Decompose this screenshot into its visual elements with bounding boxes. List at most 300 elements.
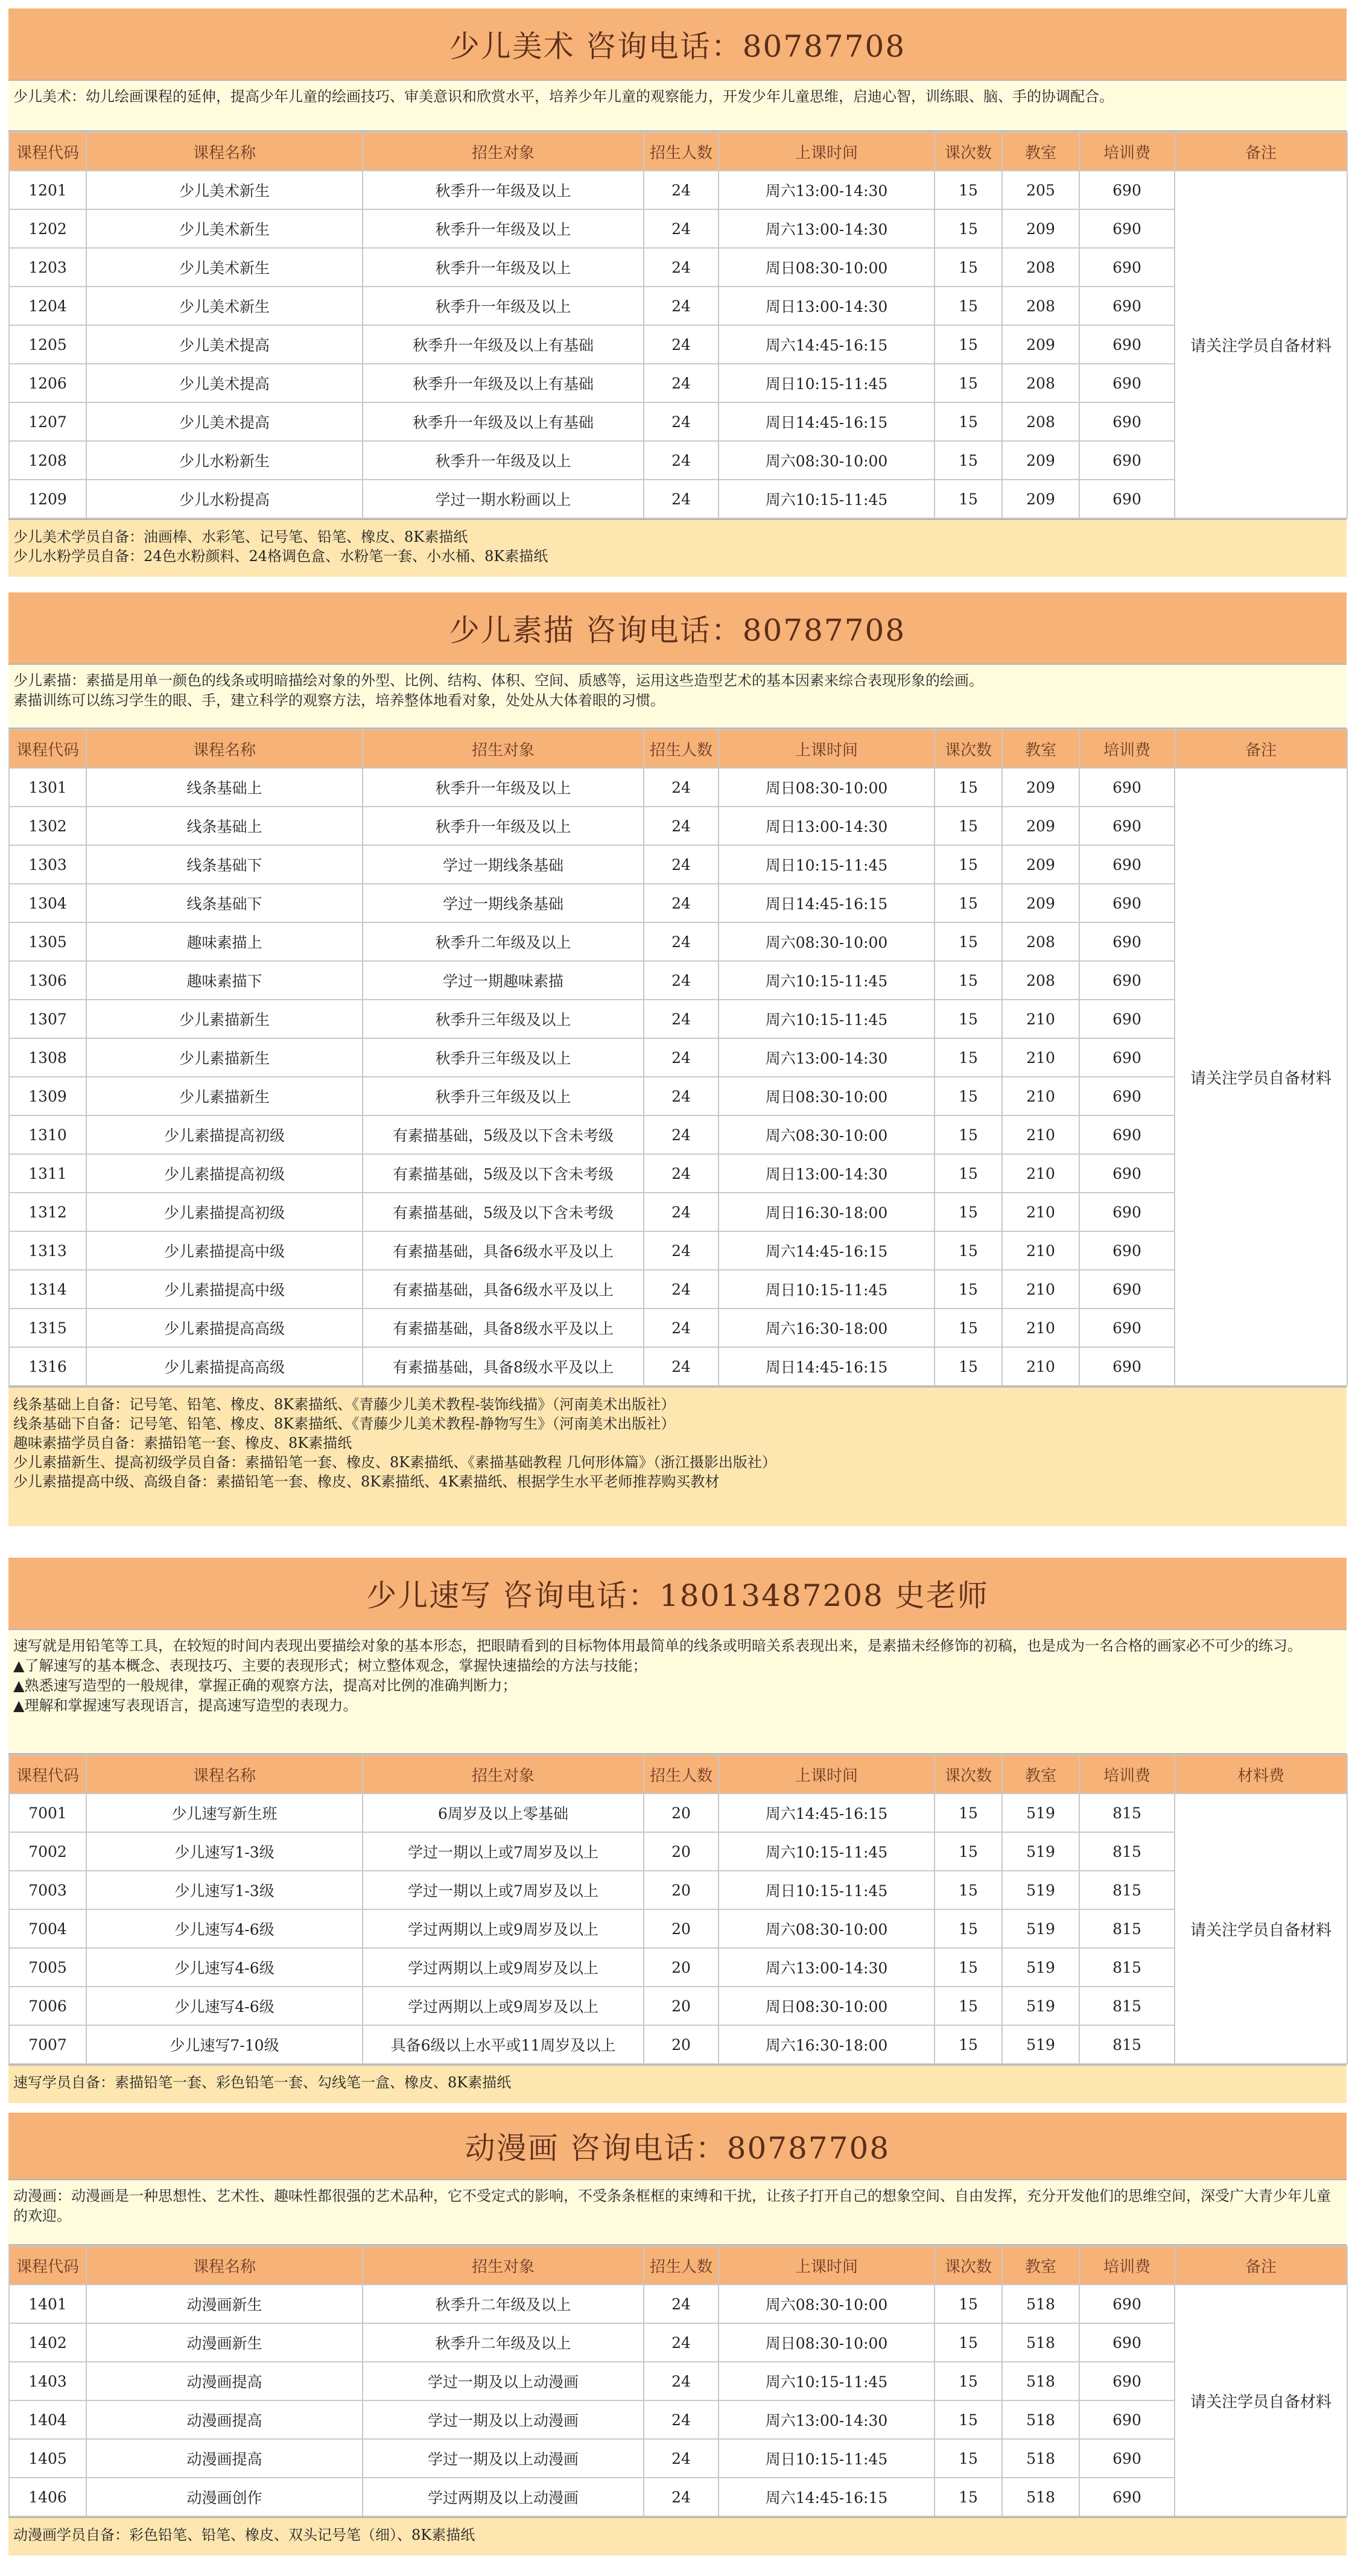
course-name-cell: 少儿素描提高初级 (86, 1154, 363, 1193)
classroom-cell: 209 (1002, 209, 1079, 248)
target-cell: 学过一期水粉画以上 (363, 480, 644, 518)
enrollment-cell: 24 (644, 1115, 719, 1154)
column-header: 课程代码 (9, 729, 86, 768)
course-name-cell: 少儿美术提高 (86, 364, 363, 402)
column-header: 培训费 (1079, 2246, 1175, 2285)
course-name-cell: 少儿素描提高高级 (86, 1309, 363, 1347)
enrollment-cell: 24 (644, 402, 719, 441)
column-header: 招生对象 (363, 729, 644, 768)
supplies-line: 少儿素描提高中级、高级自备：素描铅笔一套、橡皮、8K素描纸、4K素描纸、根据学生水平老师推荐购买教材 (13, 1473, 720, 1490)
target-cell: 秋季升一年级及以上有基础 (363, 364, 644, 402)
sessions-cell: 15 (935, 2478, 1002, 2516)
classroom-cell: 519 (1002, 1832, 1079, 1871)
sessions-cell: 15 (935, 2362, 1002, 2400)
fee-cell: 690 (1079, 325, 1175, 364)
supplies-line: 少儿美术学员自备：油画棒、水彩笔、记号笔、铅笔、橡皮、8K素描纸 (13, 528, 468, 545)
schedule-cell: 周六13:00-14:30 (719, 209, 935, 248)
classroom-cell: 518 (1002, 2362, 1079, 2400)
fee-cell: 690 (1079, 961, 1175, 1000)
course-code-cell: 7005 (9, 1948, 86, 1987)
fee-cell: 690 (1079, 768, 1175, 807)
supplies-line: 少儿素描新生、提高初级学员自备：素描铅笔一套、橡皮、8K素描纸、《素描基础教程 几何形体篇》（浙江摄影出版社） (13, 1454, 776, 1471)
fee-cell: 690 (1079, 2400, 1175, 2439)
classroom-cell: 519 (1002, 1909, 1079, 1948)
sessions-cell: 15 (935, 1270, 1002, 1309)
column-header: 课程名称 (86, 729, 363, 768)
supplies-note (8, 2064, 1347, 2103)
enrollment-cell: 24 (644, 248, 719, 287)
classroom-cell: 210 (1002, 1270, 1079, 1309)
course-name-cell: 少儿速写1-3级 (86, 1871, 363, 1909)
target-cell: 学过两期以上或9周岁及以上 (363, 1987, 644, 2025)
table-row (9, 1038, 1347, 1077)
enrollment-cell: 20 (644, 1987, 719, 2025)
remark-cell: 请关注学员自备材料 (1175, 768, 1347, 1386)
target-cell: 秋季升一年级及以上 (363, 441, 644, 480)
table-header-row (9, 1755, 1347, 1794)
target-cell: 有素描基础，具备8级水平及以上 (363, 1347, 644, 1386)
course-code-cell: 1307 (9, 1000, 86, 1038)
column-header: 课程名称 (86, 2246, 363, 2285)
classroom-cell: 518 (1002, 2478, 1079, 2516)
schedule-cell: 周日10:15-11:45 (719, 1871, 935, 1909)
fee-cell: 690 (1079, 480, 1175, 518)
enrollment-cell: 24 (644, 961, 719, 1000)
table-row (9, 1987, 1347, 2025)
course-name-cell: 少儿速写1-3级 (86, 1832, 363, 1871)
sessions-cell: 15 (935, 1832, 1002, 1871)
course-code-cell: 1315 (9, 1309, 86, 1347)
classroom-cell: 209 (1002, 325, 1079, 364)
target-cell: 有素描基础，5级及以下含未考级 (363, 1154, 644, 1193)
column-header: 课程代码 (9, 2246, 86, 2285)
course-code-cell: 1308 (9, 1038, 86, 1077)
column-header: 招生对象 (363, 2246, 644, 2285)
column-header: 培训费 (1079, 1755, 1175, 1794)
target-cell: 秋季升一年级及以上 (363, 171, 644, 209)
fee-cell: 815 (1079, 1909, 1175, 1948)
course-name-cell: 动漫画提高 (86, 2439, 363, 2478)
classroom-cell: 210 (1002, 1038, 1079, 1077)
enrollment-cell: 24 (644, 1193, 719, 1231)
course-name-cell: 少儿素描提高初级 (86, 1193, 363, 1231)
classroom-cell: 208 (1002, 287, 1079, 325)
schedule-cell: 周日13:00-14:30 (719, 807, 935, 845)
column-header: 材料费 (1175, 1755, 1347, 1794)
sessions-cell: 15 (935, 2439, 1002, 2478)
enrollment-cell: 20 (644, 1948, 719, 1987)
schedule-cell: 周日10:15-11:45 (719, 845, 935, 884)
supplies-line: 线条基础上自备：记号笔、铅笔、橡皮、8K素描纸、《青藤少儿美术教程-装饰线描》（河南美术出版社） (13, 1396, 676, 1413)
course-code-cell: 1316 (9, 1347, 86, 1386)
target-cell: 秋季升二年级及以上 (363, 2285, 644, 2323)
supplies-note (8, 2517, 1347, 2555)
enrollment-cell: 24 (644, 325, 719, 364)
course-code-cell: 1305 (9, 922, 86, 961)
fee-cell: 690 (1079, 2478, 1175, 2516)
column-header: 招生人数 (644, 2246, 719, 2285)
fee-cell: 690 (1079, 1270, 1175, 1309)
course-code-cell: 1207 (9, 402, 86, 441)
course-code-cell: 1406 (9, 2478, 86, 2516)
target-cell: 有素描基础，具备6级水平及以上 (363, 1231, 644, 1270)
fee-cell: 690 (1079, 1077, 1175, 1115)
course-table (8, 729, 1348, 1386)
enrollment-cell: 24 (644, 1000, 719, 1038)
classroom-cell: 208 (1002, 364, 1079, 402)
course-name-cell: 动漫画新生 (86, 2285, 363, 2323)
course-table (8, 132, 1348, 519)
column-header: 教室 (1002, 729, 1079, 768)
target-cell: 秋季升一年级及以上 (363, 248, 644, 287)
course-name-cell: 少儿水粉提高 (86, 480, 363, 518)
course-code-cell: 1314 (9, 1270, 86, 1309)
course-code-cell: 1206 (9, 364, 86, 402)
schedule-cell: 周日13:00-14:30 (719, 1154, 935, 1193)
target-cell: 秋季升二年级及以上 (363, 922, 644, 961)
table-row (9, 248, 1347, 287)
fee-cell: 815 (1079, 1987, 1175, 2025)
supplies-note (8, 1386, 1347, 1526)
target-cell: 6周岁及以上零基础 (363, 1794, 644, 1832)
course-code-cell: 1401 (9, 2285, 86, 2323)
column-header: 课次数 (935, 2246, 1002, 2285)
schedule-cell: 周六08:30-10:00 (719, 441, 935, 480)
course-name-cell: 少儿美术提高 (86, 402, 363, 441)
column-header: 备注 (1175, 2246, 1347, 2285)
fee-cell: 815 (1079, 2025, 1175, 2064)
target-cell: 具备6级以上水平或11周岁及以上 (363, 2025, 644, 2064)
classroom-cell: 209 (1002, 807, 1079, 845)
table-header-row (9, 132, 1347, 171)
section-description (8, 81, 1347, 132)
remark-cell: 请关注学员自备材料 (1175, 171, 1347, 518)
sessions-cell: 15 (935, 961, 1002, 1000)
course-code-cell: 7004 (9, 1909, 86, 1948)
sessions-cell: 15 (935, 209, 1002, 248)
target-cell: 学过一期以上或7周岁及以上 (363, 1832, 644, 1871)
schedule-cell: 周六13:00-14:30 (719, 171, 935, 209)
description-line: ▲理解和掌握速写表现语言，提高速写造型的表现力。 (13, 1697, 358, 1714)
section-description (8, 1630, 1347, 1754)
column-header: 课次数 (935, 132, 1002, 171)
enrollment-cell: 24 (644, 1154, 719, 1193)
enrollment-cell: 20 (644, 2025, 719, 2064)
course-name-cell: 少儿素描提高初级 (86, 1115, 363, 1154)
classroom-cell: 208 (1002, 248, 1079, 287)
table-row (9, 961, 1347, 1000)
fee-cell: 690 (1079, 884, 1175, 922)
course-code-cell: 1209 (9, 480, 86, 518)
classroom-cell: 209 (1002, 884, 1079, 922)
classroom-cell: 519 (1002, 2025, 1079, 2064)
classroom-cell: 210 (1002, 1193, 1079, 1231)
schedule-cell: 周六13:00-14:30 (719, 1038, 935, 1077)
sessions-cell: 15 (935, 1871, 1002, 1909)
schedule-cell: 周六08:30-10:00 (719, 922, 935, 961)
column-header: 教室 (1002, 132, 1079, 171)
schedule-cell: 周六14:45-16:15 (719, 325, 935, 364)
table-row (9, 2439, 1347, 2478)
column-header: 招生对象 (363, 1755, 644, 1794)
classroom-cell: 209 (1002, 845, 1079, 884)
target-cell: 学过一期以上或7周岁及以上 (363, 1871, 644, 1909)
table-row (9, 364, 1347, 402)
table-row (9, 1193, 1347, 1231)
sessions-cell: 15 (935, 1115, 1002, 1154)
sessions-cell: 15 (935, 1347, 1002, 1386)
enrollment-cell: 24 (644, 1309, 719, 1347)
course-name-cell: 少儿美术新生 (86, 248, 363, 287)
sessions-cell: 15 (935, 2025, 1002, 2064)
course-name-cell: 少儿素描新生 (86, 1038, 363, 1077)
target-cell: 有素描基础，5级及以下含未考级 (363, 1193, 644, 1231)
enrollment-cell: 24 (644, 287, 719, 325)
course-name-cell: 少儿素描提高中级 (86, 1270, 363, 1309)
enrollment-cell: 24 (644, 2362, 719, 2400)
fee-cell: 815 (1079, 1794, 1175, 1832)
fee-cell: 690 (1079, 922, 1175, 961)
fee-cell: 690 (1079, 171, 1175, 209)
column-header: 课程名称 (86, 132, 363, 171)
target-cell: 学过一期线条基础 (363, 845, 644, 884)
course-code-cell: 1203 (9, 248, 86, 287)
schedule-cell: 周日08:30-10:00 (719, 1987, 935, 2025)
course-code-cell: 1301 (9, 768, 86, 807)
course-code-cell: 1310 (9, 1115, 86, 1154)
schedule-cell: 周六08:30-10:00 (719, 1115, 935, 1154)
schedule-cell: 周日10:15-11:45 (719, 1270, 935, 1309)
schedule-cell: 周六08:30-10:00 (719, 1909, 935, 1948)
target-cell: 学过一期及以上动漫画 (363, 2362, 644, 2400)
target-cell: 学过一期线条基础 (363, 884, 644, 922)
table-row (9, 287, 1347, 325)
fee-cell: 690 (1079, 1000, 1175, 1038)
schedule-cell: 周日10:15-11:45 (719, 364, 935, 402)
fee-cell: 690 (1079, 287, 1175, 325)
course-name-cell: 少儿美术提高 (86, 325, 363, 364)
sessions-cell: 15 (935, 480, 1002, 518)
enrollment-cell: 24 (644, 2400, 719, 2439)
enrollment-cell: 20 (644, 1871, 719, 1909)
table-row (9, 209, 1347, 248)
description-line: ▲熟悉速写造型的一般规律，掌握正确的观察方法，提高对比例的准确判断力； (13, 1677, 517, 1694)
enrollment-cell: 24 (644, 768, 719, 807)
column-header: 上课时间 (719, 729, 935, 768)
course-name-cell: 少儿美术新生 (86, 171, 363, 209)
description-line: 少儿素描：素描是用单一颜色的线条或明暗描绘对象的外型、比例、结构、体积、空间、质感等，运用这些造型艺术的基本因素来综合表现形象的绘画。 (13, 672, 983, 689)
schedule-cell: 周六16:30-18:00 (719, 2025, 935, 2064)
column-header: 课次数 (935, 729, 1002, 768)
schedule-cell: 周日16:30-18:00 (719, 1193, 935, 1231)
column-header: 上课时间 (719, 1755, 935, 1794)
course-code-cell: 1201 (9, 171, 86, 209)
target-cell: 秋季升三年级及以上 (363, 1000, 644, 1038)
table-row (9, 1347, 1347, 1386)
fee-cell: 690 (1079, 1347, 1175, 1386)
table-row (9, 2323, 1347, 2362)
schedule-cell: 周日08:30-10:00 (719, 1077, 935, 1115)
sessions-cell: 15 (935, 1038, 1002, 1077)
sessions-cell: 15 (935, 1231, 1002, 1270)
course-code-cell: 1405 (9, 2439, 86, 2478)
table-row (9, 1115, 1347, 1154)
table-row (9, 1871, 1347, 1909)
enrollment-cell: 24 (644, 1347, 719, 1386)
enrollment-cell: 24 (644, 807, 719, 845)
enrollment-cell: 24 (644, 1270, 719, 1309)
section-banner: 少儿速写 咨询电话：18013487208 史老师 (8, 1558, 1347, 1630)
classroom-cell: 209 (1002, 480, 1079, 518)
fee-cell: 690 (1079, 2323, 1175, 2362)
target-cell: 秋季升二年级及以上 (363, 2323, 644, 2362)
target-cell: 秋季升三年级及以上 (363, 1038, 644, 1077)
schedule-cell: 周日14:45-16:15 (719, 402, 935, 441)
classroom-cell: 518 (1002, 2323, 1079, 2362)
target-cell: 学过两期及以上动漫画 (363, 2478, 644, 2516)
course-name-cell: 少儿速写新生班 (86, 1794, 363, 1832)
course-code-cell: 7006 (9, 1987, 86, 2025)
table-row (9, 325, 1347, 364)
schedule-cell: 周日08:30-10:00 (719, 2323, 935, 2362)
enrollment-cell: 24 (644, 209, 719, 248)
sessions-cell: 15 (935, 364, 1002, 402)
column-header: 招生对象 (363, 132, 644, 171)
target-cell: 学过一期趣味素描 (363, 961, 644, 1000)
classroom-cell: 210 (1002, 1115, 1079, 1154)
sessions-cell: 15 (935, 884, 1002, 922)
schedule-cell: 周六14:45-16:15 (719, 1231, 935, 1270)
table-row (9, 402, 1347, 441)
target-cell: 有素描基础，具备8级水平及以上 (363, 1309, 644, 1347)
classroom-cell: 518 (1002, 2285, 1079, 2323)
sessions-cell: 15 (935, 1077, 1002, 1115)
enrollment-cell: 24 (644, 922, 719, 961)
target-cell: 学过两期以上或9周岁及以上 (363, 1909, 644, 1948)
schedule-cell: 周六10:15-11:45 (719, 2362, 935, 2400)
target-cell: 秋季升一年级及以上 (363, 807, 644, 845)
sessions-cell: 15 (935, 1987, 1002, 2025)
course-name-cell: 线条基础下 (86, 845, 363, 884)
fee-cell: 690 (1079, 1309, 1175, 1347)
table-row (9, 1270, 1347, 1309)
fee-cell: 690 (1079, 807, 1175, 845)
supplies-line: 趣味素描学员自备：素描铅笔一套、橡皮、8K素描纸 (13, 1435, 352, 1451)
column-header: 上课时间 (719, 132, 935, 171)
sessions-cell: 15 (935, 1909, 1002, 1948)
course-code-cell: 1202 (9, 209, 86, 248)
sessions-cell: 15 (935, 807, 1002, 845)
course-name-cell: 线条基础上 (86, 807, 363, 845)
course-code-cell: 1205 (9, 325, 86, 364)
target-cell: 有素描基础，具备6级水平及以上 (363, 1270, 644, 1309)
section-banner: 少儿美术 咨询电话：80787708 (8, 8, 1347, 81)
sessions-cell: 15 (935, 1154, 1002, 1193)
description-line: 动漫画：动漫画是一种思想性、艺术性、趣味性都很强的艺术品种，它不受定式的影响，不受条条框框的束缚和干扰，让孩子打开自己的想象空间、自由发挥，充分开发他们的思维空间，深受广大青少年儿童的欢迎。 (13, 2187, 1331, 2224)
course-code-cell: 7007 (9, 2025, 86, 2064)
column-header: 招生人数 (644, 729, 719, 768)
fee-cell: 815 (1079, 1832, 1175, 1871)
course-name-cell: 少儿速写7-10级 (86, 2025, 363, 2064)
target-cell: 秋季升三年级及以上 (363, 1077, 644, 1115)
column-header: 课次数 (935, 1755, 1002, 1794)
column-header: 培训费 (1079, 132, 1175, 171)
table-row (9, 807, 1347, 845)
course-name-cell: 少儿水粉新生 (86, 441, 363, 480)
column-header: 招生人数 (644, 1755, 719, 1794)
fee-cell: 690 (1079, 1154, 1175, 1193)
enrollment-cell: 24 (644, 2323, 719, 2362)
enrollment-cell: 24 (644, 884, 719, 922)
fee-cell: 690 (1079, 2362, 1175, 2400)
course-name-cell: 少儿素描提高中级 (86, 1231, 363, 1270)
course-code-cell: 1304 (9, 884, 86, 922)
schedule-cell: 周日14:45-16:15 (719, 884, 935, 922)
supplies-line: 动漫画学员自备：彩色铅笔、铅笔、橡皮、双头记号笔（细）、8K素描纸 (13, 2527, 475, 2543)
description-line: 少儿美术：幼儿绘画课程的延伸，提高少年儿童的绘画技巧、审美意识和欣赏水平，培养少年儿童的观察能力，开发少年儿童思维，启迪心智，训练眼、脑、手的协调配合。 (13, 88, 1114, 105)
table-row (9, 2400, 1347, 2439)
schedule-cell: 周六08:30-10:00 (719, 2285, 935, 2323)
enrollment-cell: 24 (644, 2439, 719, 2478)
table-row (9, 441, 1347, 480)
course-code-cell: 1312 (9, 1193, 86, 1231)
course-name-cell: 动漫画新生 (86, 2323, 363, 2362)
enrollment-cell: 20 (644, 1794, 719, 1832)
course-code-cell: 1306 (9, 961, 86, 1000)
supplies-line: 少儿水粉学员自备：24色水粉颜料、24格调色盒、水粉笔一套、小水桶、8K素描纸 (13, 548, 548, 565)
table-row (9, 2478, 1347, 2516)
description-line: 速写就是用铅笔等工具，在较短的时间内表现出要描绘对象的基本形态，把眼睛看到的目标物体用最简单的线条或明暗关系表现出来，是素描未经修饰的初稿，也是成为一名合格的画家必不可少的练习。 (13, 1637, 1302, 1654)
table-row (9, 884, 1347, 922)
fee-cell: 690 (1079, 441, 1175, 480)
classroom-cell: 210 (1002, 1077, 1079, 1115)
table-row (9, 1794, 1347, 1832)
fee-cell: 690 (1079, 209, 1175, 248)
classroom-cell: 208 (1002, 402, 1079, 441)
schedule-cell: 周六14:45-16:15 (719, 2478, 935, 2516)
schedule-cell: 周日14:45-16:15 (719, 1347, 935, 1386)
table-row (9, 1948, 1347, 1987)
fee-cell: 690 (1079, 2439, 1175, 2478)
classroom-cell: 210 (1002, 1000, 1079, 1038)
course-name-cell: 趣味素描上 (86, 922, 363, 961)
classroom-cell: 210 (1002, 1231, 1079, 1270)
classroom-cell: 519 (1002, 1948, 1079, 1987)
classroom-cell: 210 (1002, 1347, 1079, 1386)
course-name-cell: 线条基础下 (86, 884, 363, 922)
course-code-cell: 1404 (9, 2400, 86, 2439)
sessions-cell: 15 (935, 402, 1002, 441)
supplies-note (8, 519, 1347, 577)
enrollment-cell: 24 (644, 1231, 719, 1270)
target-cell: 秋季升一年级及以上 (363, 768, 644, 807)
section-anime (8, 2113, 1347, 2555)
course-code-cell: 7002 (9, 1832, 86, 1871)
course-code-cell: 1311 (9, 1154, 86, 1193)
column-header: 课程名称 (86, 1755, 363, 1794)
sessions-cell: 15 (935, 441, 1002, 480)
course-name-cell: 线条基础上 (86, 768, 363, 807)
supplies-line: 线条基础下自备：记号笔、铅笔、橡皮、8K素描纸、《青藤少儿美术教程-静物写生》（河南美术出版社） (13, 1415, 676, 1432)
remark-cell: 请关注学员自备材料 (1175, 2285, 1347, 2516)
course-name-cell: 少儿素描提高高级 (86, 1347, 363, 1386)
column-header: 教室 (1002, 2246, 1079, 2285)
sessions-cell: 15 (935, 325, 1002, 364)
course-code-cell: 1309 (9, 1077, 86, 1115)
classroom-cell: 518 (1002, 2400, 1079, 2439)
fee-cell: 690 (1079, 364, 1175, 402)
course-name-cell: 少儿美术新生 (86, 287, 363, 325)
